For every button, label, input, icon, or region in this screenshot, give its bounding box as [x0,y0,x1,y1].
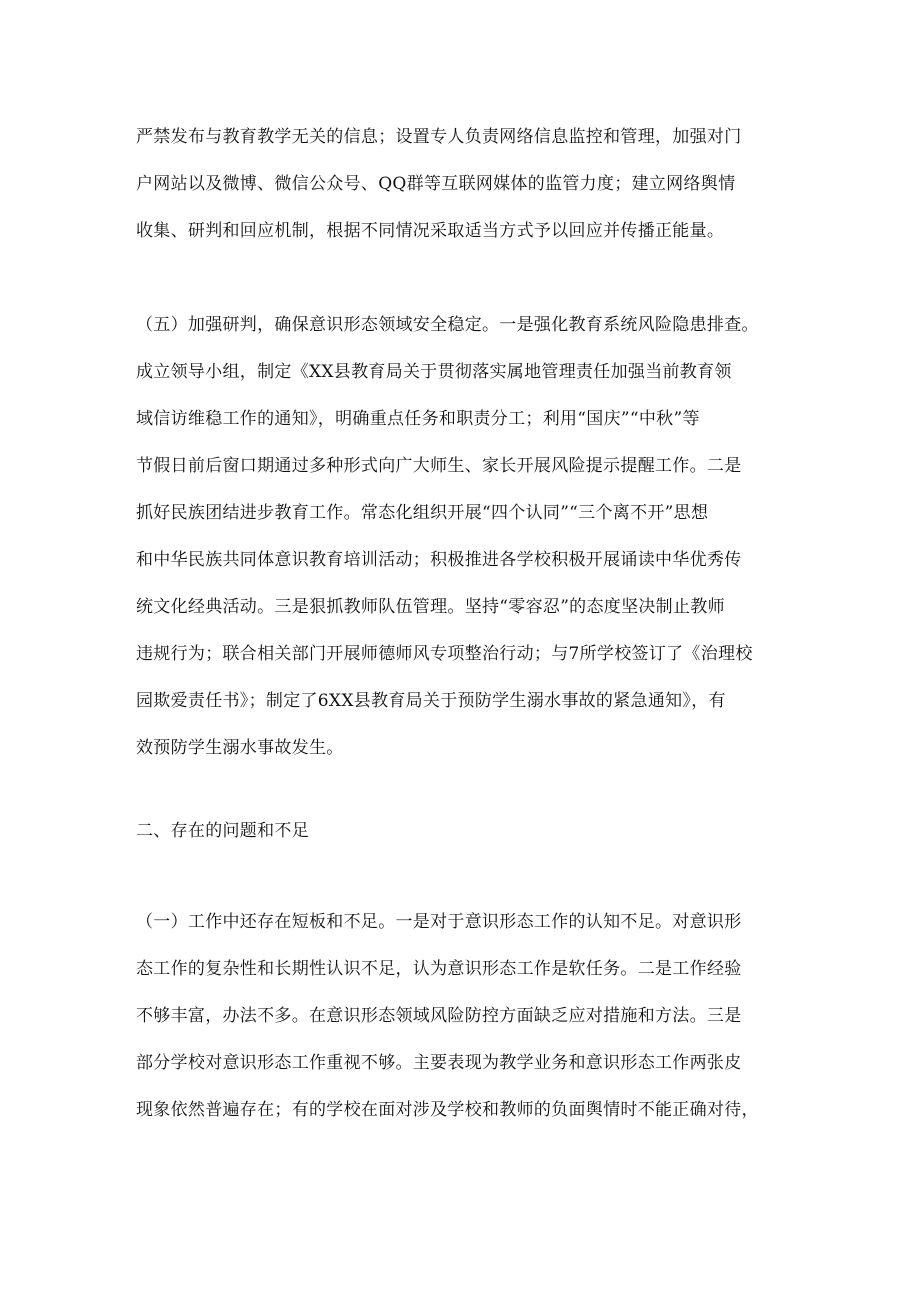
text-line: 现象依然普遍存在；有的学校在面对涉及学校和教师的负面舆情时不能正确对待， [136,1100,759,1120]
text-line: 抓好民族团结进步教育工作。常态化组织开展“四个认同”“三个离不开”思想 [136,503,709,523]
text-line: 部分学校对意识形态工作重视不够。主要表现为教学业务和意识形态工作两张皮 [136,1053,742,1073]
text-line: 违规行为；联合相关部门开展师德师风专项整治行动；与7所学校签订了《治理校 [136,644,753,664]
text-line: 不够丰富，办法不多。在意识形态领域风险防控方面缺乏应对措施和方法。三是 [136,1006,742,1026]
text-line: 严禁发布与教育教学无关的信息；设置专人负责网络信息监控和管理，加强对门 [136,127,742,147]
text-line: 节假日前后窗口期通过多种形式向广大师生、家长开展风险提示提醒工作。二是 [136,456,742,476]
text-line: （五）加强研判，确保意识形态领域安全稳定。一是强化教育系统风险隐患排查。 [136,315,759,335]
text-line: 户网站以及微博、微信公众号、QQ群等互联网媒体的监管力度；建立网络舆情 [136,174,736,194]
text-line: 成立领导小组，制定《XX县教育局关于贯彻落实属地管理责任加强当前教育领 [136,362,732,382]
text-line: 态工作的复杂性和长期性认识不足，认为意识形态工作是软任务。二是工作经验 [136,959,742,979]
text-line: 收集、研判和回应机制，根据不同情况采取适当方式予以回应并传播正能量。 [136,221,725,241]
paragraph-section-five [136,302,796,772]
text-line: 统文化经典活动。三是狠抓教师队伍管理。坚持“零容忍”的态度坚决制止教师 [136,597,725,617]
section-heading-problems [136,808,796,855]
text-line: 效预防学生溺水事故发生。 [136,738,344,758]
paragraph-network-supervision [136,114,796,255]
paragraph-shortcomings [136,899,796,1134]
heading-line: 二、存在的问题和不足 [136,821,309,841]
text-line: （一）工作中还存在短板和不足。一是对于意识形态工作的认知不足。对意识形 [136,912,742,932]
text-line: 和中华民族共同体意识教育培训活动；积极推进各学校积极开展诵读中华优秀传 [136,550,742,570]
text-line: 园欺爱责任书》；制定了6XX县教育局关于预防学生溺水事故的紧急通知》，有 [136,691,726,711]
text-line: 域信访维稳工作的通知》，明确重点任务和职责分工；利用“国庆”“中秋”等 [136,409,700,429]
